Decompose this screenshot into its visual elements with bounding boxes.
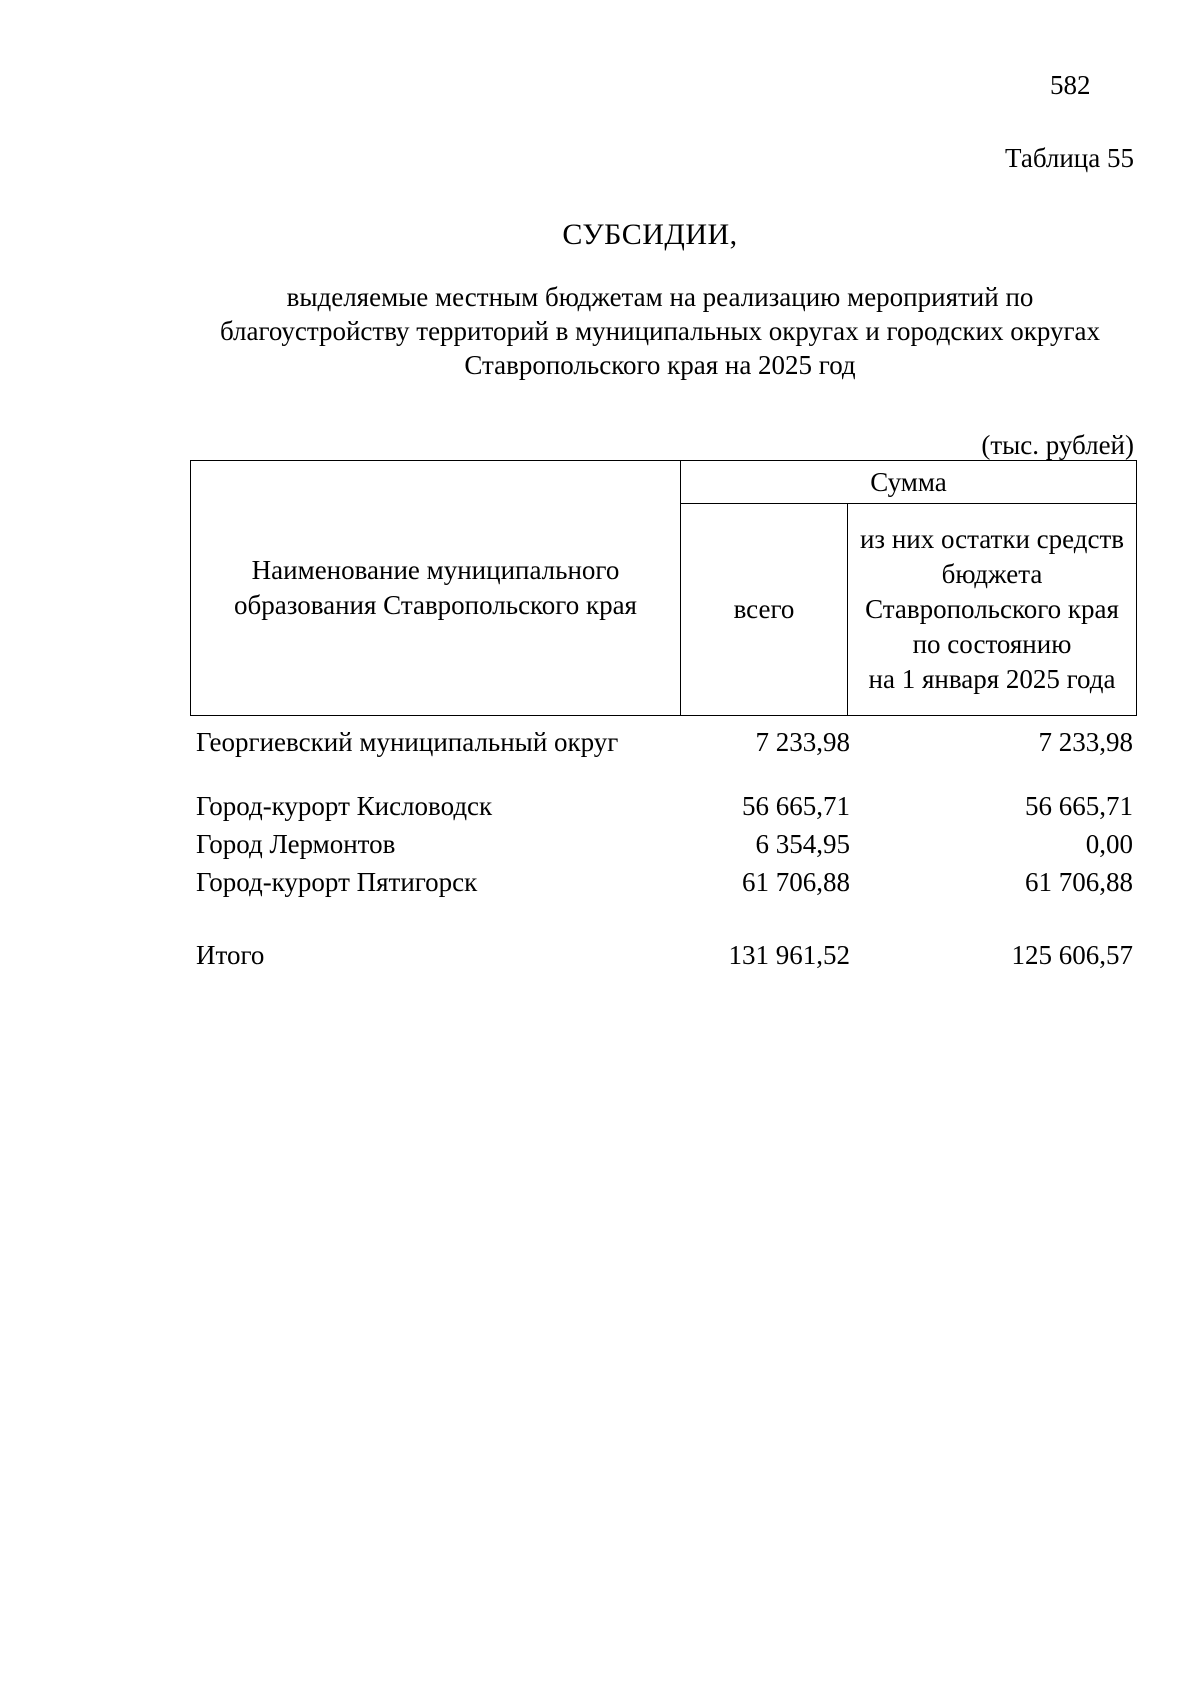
- header-rest-line: из них остатки средств: [859, 524, 1125, 554]
- page-number: 582: [1050, 70, 1091, 100]
- row-total: 56 665,71: [742, 791, 850, 821]
- subtitle-line: благоустройству территорий в муниципальных округах и городских округах: [219, 316, 1101, 346]
- header-name-line: образования Ставропольского края: [234, 590, 637, 620]
- header-rest-line: по состоянию: [912, 629, 1072, 659]
- subtitle-line: выделяемые местным бюджетам на реализацию мероприятий по: [286, 282, 1034, 312]
- row-name: Город-курорт Кисловодск: [196, 791, 493, 821]
- row-rest: 125 606,57: [1011, 940, 1133, 970]
- header-sum-cell: Сумма: [681, 461, 1137, 504]
- row-name: Георгиевский муниципальный округ: [196, 727, 619, 757]
- table-row-total: [190, 937, 1135, 973]
- table-row: [190, 724, 1135, 760]
- row-total: 6 354,95: [755, 829, 850, 859]
- subtitle-line: Ставропольского края на 2025 год: [464, 350, 856, 380]
- header-name-line: Наименование муниципального: [251, 555, 620, 585]
- row-name: Итого: [196, 940, 265, 970]
- header-rest-line: бюджета: [941, 559, 1043, 589]
- header-rest-cell: [848, 504, 1137, 716]
- row-name: Город-курорт Пятигорск: [196, 867, 478, 897]
- row-rest: 0,00: [1085, 829, 1133, 859]
- document-subtitle: [180, 280, 1140, 382]
- row-total: 131 961,52: [728, 940, 850, 970]
- header-rest-line: на 1 января 2025 года: [868, 664, 1116, 694]
- table-row: [190, 864, 1135, 900]
- row-rest: 61 706,88: [1025, 867, 1133, 897]
- units-label: (тыс. рублей): [981, 430, 1134, 460]
- row-name: Город Лермонтов: [196, 829, 396, 859]
- table-number: Таблица 55: [1005, 143, 1134, 173]
- header-total-cell: всего: [681, 504, 848, 716]
- table-header: [190, 460, 1137, 716]
- row-total: 7 233,98: [755, 727, 850, 757]
- header-rest-line: Ставропольского края: [865, 594, 1119, 624]
- table-row: [190, 788, 1135, 824]
- row-total: 61 706,88: [742, 867, 850, 897]
- document-title: СУБСИДИИ,: [562, 218, 738, 251]
- table-row: [190, 826, 1135, 862]
- row-rest: 56 665,71: [1025, 791, 1133, 821]
- row-rest: 7 233,98: [1038, 727, 1133, 757]
- header-name-cell: [191, 461, 681, 716]
